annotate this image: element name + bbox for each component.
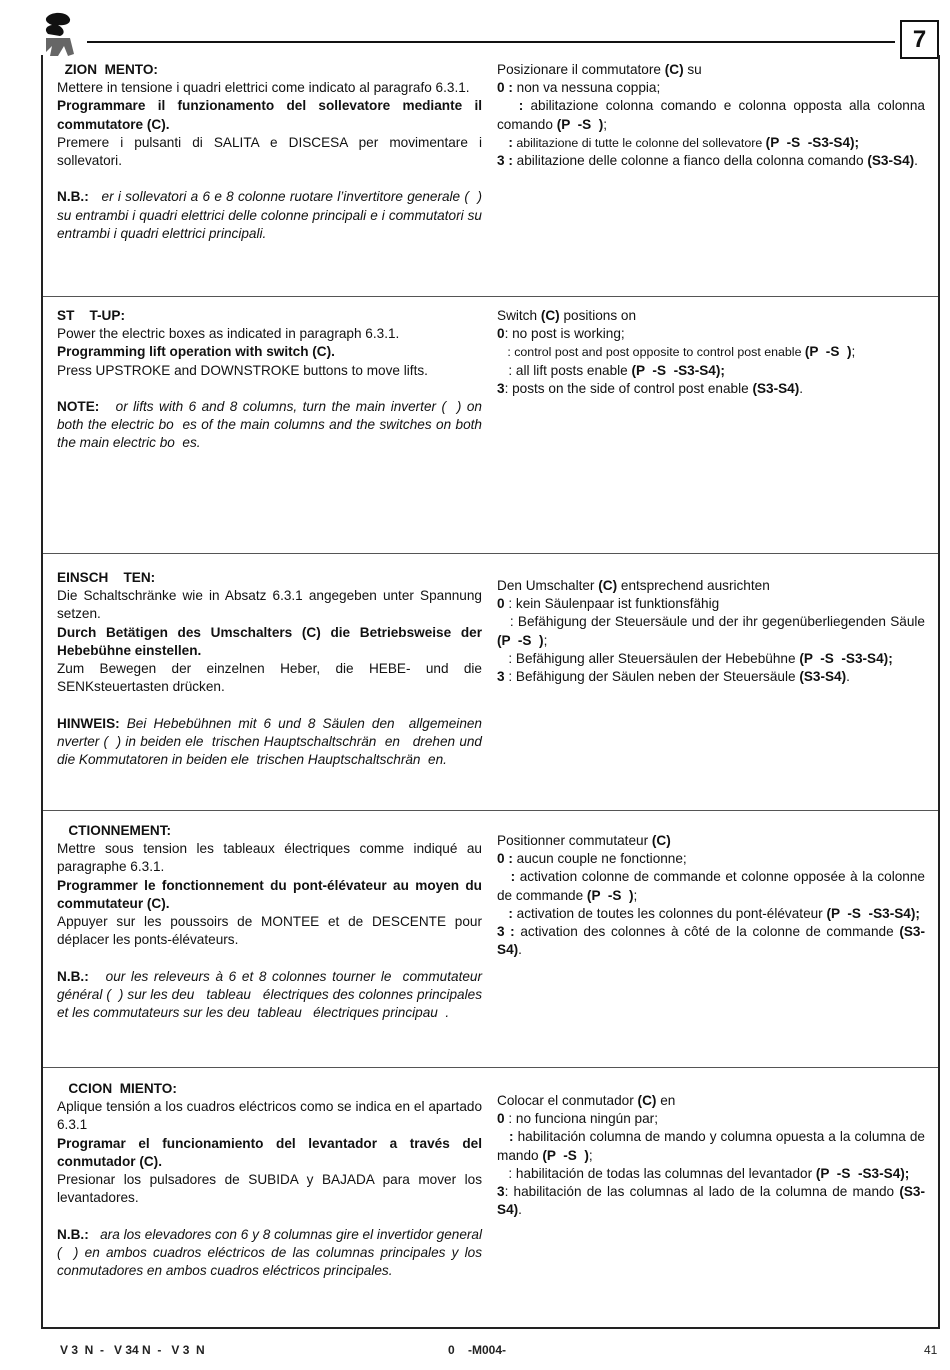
paragraph — [57, 624, 486, 660]
bold-text: (C) — [540, 308, 560, 323]
bold-text: (P -S -S3-S4); — [765, 134, 860, 150]
paragraph — [57, 715, 490, 770]
text: : no post is working; — [504, 326, 625, 342]
bold-text: (P -S ) — [586, 887, 634, 903]
text: : posts on the side of control post enable — [504, 380, 753, 396]
paragraph — [497, 868, 929, 904]
text: . — [914, 153, 918, 169]
bold-text: (S3-S4) — [799, 669, 847, 685]
bold-text: 0 : — [497, 80, 513, 96]
bold-text: ST T-UP: — [57, 308, 125, 323]
text: : Befähigung aller Steuersäulen der Hebebühne — [497, 650, 800, 666]
paragraph — [57, 1171, 486, 1207]
text: . — [518, 942, 522, 958]
bold-text: (P -S -S3-S4); — [815, 1165, 910, 1181]
text: Zum Bewegen der einzelnen Heber, die HEBE- und die SENKsteuertasten drücken. — [57, 661, 486, 695]
paragraph — [57, 97, 486, 133]
paragraph — [57, 840, 486, 876]
bold-text: 3 : — [497, 153, 513, 169]
bold-text: (P -S ) — [804, 344, 852, 360]
section-left-column — [57, 822, 486, 1022]
bold-text: (S3-S4) — [867, 153, 915, 169]
bold-text: N.B.: — [57, 968, 89, 984]
bold-text: (P -S ) — [497, 632, 544, 648]
paragraph — [497, 79, 925, 97]
text: aucun couple ne fonctionne; — [512, 851, 687, 867]
text: ; — [588, 1147, 593, 1163]
bold-text: (C) — [637, 1093, 657, 1108]
text: Press UPSTROKE and DOWNSTROKE buttons to move lifts. — [57, 362, 428, 378]
text: activation colonne de commande et colonne opposée à la colonne de commande — [497, 869, 929, 903]
bold-text: (S3-S4) — [752, 380, 800, 396]
paragraph — [497, 668, 925, 686]
chapter-number: 7 — [900, 20, 939, 59]
paragraph — [57, 696, 482, 714]
text: positions on — [559, 308, 637, 323]
paragraph — [57, 569, 482, 587]
bold-text: EINSCH TEN: — [57, 570, 156, 585]
paragraph — [57, 307, 482, 325]
bold-text: CTIONNEMENT: — [57, 823, 172, 838]
bold-text: Programmare il funzionamento del sollevatore mediante il commutatore (C). — [57, 98, 486, 132]
section-right-column — [497, 61, 929, 170]
paragraph — [57, 877, 486, 913]
bold-text: (S3-S4) — [497, 924, 925, 958]
paragraph — [57, 822, 482, 840]
text: activation des colonnes à côté de la colonne de commande — [514, 924, 900, 940]
text: abilitazione colonna comando e colonna opposta alla colonna comando — [497, 98, 929, 132]
section-english — [43, 296, 938, 554]
section-right-column — [497, 307, 925, 398]
paragraph — [497, 1110, 925, 1128]
text: Mettere in tensione i quadri elettrici come indicato al paragrafo 6.3.1. — [57, 80, 470, 96]
text: Posizionare il commutatore — [497, 62, 665, 77]
text: ; — [603, 116, 608, 132]
paragraph — [497, 577, 925, 595]
paragraph — [57, 343, 482, 361]
paragraph — [57, 1135, 486, 1171]
bold-text: 0 — [497, 326, 505, 342]
text: abilitazione di tutte le colonne del sollevatore — [512, 135, 766, 150]
section-left-column — [57, 569, 490, 769]
text: ; — [543, 632, 548, 648]
bold-text: Durch Betätigen des Umschalters (C) die Betriebsweise der Hebebühne einstellen. — [57, 624, 486, 658]
paragraph — [57, 968, 486, 1023]
paragraph — [57, 587, 486, 623]
text: Aplique tensión a los cuadros eléctricos como se indica en el apartado 6.3.1 — [57, 1099, 486, 1133]
paragraph — [57, 1226, 486, 1281]
text: abilitazione delle colonne a fianco della colonna comando — [512, 153, 868, 169]
italic-text: or lifts with 6 and 8 columns, turn the main inverter ( ) on both the electric bo es of the main columns and the switches on both the main electric bo es. — [57, 399, 486, 451]
text: : all lift posts enable — [497, 362, 632, 378]
paragraph — [57, 188, 486, 243]
bold-text: (C) — [651, 833, 671, 848]
text: Den Umschalter — [497, 578, 599, 593]
bold-text: : — [497, 134, 513, 150]
bold-text: ZION MENTO: — [57, 62, 158, 77]
text: : kein Säulenpaar ist funktionsfähig — [504, 596, 720, 612]
paragraph — [57, 362, 482, 380]
text: . — [799, 380, 804, 396]
bold-text: : — [497, 905, 513, 921]
paragraph — [497, 1183, 925, 1219]
bold-text: 3 — [497, 1184, 505, 1200]
paragraph — [497, 905, 925, 923]
bold-text: (P -S ) — [556, 116, 604, 132]
bold-text: HINWEIS: — [57, 715, 120, 731]
page-number: 41 — [924, 1343, 938, 1357]
paragraph — [497, 380, 925, 398]
paragraph — [497, 61, 925, 79]
brand-logo — [40, 12, 80, 58]
paragraph — [57, 325, 482, 343]
bold-text: (P -S -S3-S4); — [826, 905, 920, 921]
paragraph — [497, 362, 925, 380]
text: Die Schaltschränke wie in Absatz 6.3.1 angegeben unter Spannung setzen. — [57, 588, 486, 622]
bold-text: 0 : — [497, 851, 513, 867]
text: . — [846, 669, 850, 685]
paragraph — [57, 1207, 482, 1225]
text: activation de toutes les colonnes du pont-élévateur — [512, 905, 827, 921]
paragraph — [497, 923, 925, 959]
section-french — [43, 811, 938, 1068]
bold-text: N.B.: — [57, 189, 89, 205]
section-spanish — [43, 1068, 938, 1327]
section-right-column — [497, 577, 929, 686]
bold-text: N.B.: — [57, 1226, 89, 1242]
paragraph — [57, 913, 486, 949]
paragraph — [497, 1128, 929, 1164]
text: Positionner commutateur — [497, 833, 652, 848]
paragraph — [57, 660, 486, 696]
bold-text: (P -S -S3-S4); — [631, 362, 725, 378]
paragraph — [57, 1098, 486, 1134]
bold-text: 3 — [497, 380, 505, 396]
header-rule — [87, 41, 895, 43]
text: Colocar el conmutador — [497, 1093, 638, 1108]
bold-text: (S3-S4) — [497, 1184, 925, 1218]
text: entsprechend ausrichten — [617, 578, 770, 593]
bold-text: Programar el funcionamiento del levantador a través del conmutador (C). — [57, 1135, 486, 1169]
paragraph — [497, 1092, 925, 1110]
section-right-column — [497, 1092, 929, 1219]
bold-text: 3 — [497, 669, 505, 685]
paragraph — [57, 949, 482, 967]
bold-text: : — [497, 1129, 514, 1145]
paragraph — [497, 1165, 925, 1183]
bold-text: Programmer le fonctionnement du pont-élévateur au moyen du commutateur (C). — [57, 877, 486, 911]
bold-text: (C) — [664, 62, 684, 77]
bold-text: 3 : — [497, 924, 515, 940]
text: : habilitación de las columnas al lado de la columna de mando — [504, 1184, 900, 1200]
text: Presionar los pulsadores de SUBIDA y BAJADA para mover los levantadores. — [57, 1172, 486, 1206]
footer-code: 0 -M004- — [448, 1343, 507, 1357]
text: . — [518, 1202, 522, 1218]
text: : habilitación de todas las columnas del levantador — [497, 1165, 816, 1181]
text: Premere i pulsanti di SALITA e DISCESA per movimentare i sollevatori. — [57, 134, 486, 169]
bold-text: : — [497, 869, 516, 885]
bold-text: 0 — [497, 1111, 505, 1127]
text: Appuyer sur les poussoirs de MONTEE et de DESCENTE pour déplacer les ponts-élévateurs. — [57, 914, 486, 948]
paragraph — [497, 325, 925, 343]
paragraph — [497, 97, 929, 133]
text: ; — [633, 887, 638, 903]
text: Switch — [497, 308, 541, 323]
bold-text: CCION MIENTO: — [57, 1081, 177, 1096]
section-right-column — [497, 832, 929, 959]
paragraph — [497, 850, 925, 868]
footer-models: V 3 N - V 34 N - V 3 N — [60, 1343, 205, 1357]
text: en — [656, 1093, 676, 1108]
paragraph — [497, 595, 925, 613]
text: : Befähigung der Säulen neben der Steuersäule — [504, 669, 800, 685]
text: non va nessuna coppia; — [512, 80, 661, 96]
paragraph — [57, 380, 482, 398]
paragraph — [497, 832, 925, 850]
section-left-column — [57, 307, 486, 453]
text: Mettre sous tension les tableaux électriques comme indiqué au paragraphe 6.3.1. — [57, 841, 486, 875]
text: su — [683, 62, 702, 77]
bold-text: NOTE: — [57, 399, 100, 414]
paragraph — [57, 79, 482, 97]
paragraph — [497, 134, 925, 152]
text: : no funciona ningún par; — [504, 1111, 658, 1127]
paragraph — [57, 61, 482, 79]
bold-text: (C) — [598, 578, 618, 593]
bold-text: (P -S ) — [542, 1147, 589, 1163]
italic-text: ara los elevadores con 6 y 8 columnas gire el invertidor general ( ) en ambos cuadros eléctricos de las columnas principales y los conmutadores en ambos cuadros eléctricos principales. — [57, 1226, 486, 1279]
paragraph — [497, 343, 925, 361]
content-frame — [41, 55, 940, 1329]
bold-text: : — [497, 98, 524, 114]
paragraph — [57, 134, 486, 170]
paragraph — [57, 170, 482, 188]
bold-text: (P -S -S3-S4); — [799, 650, 893, 666]
paragraph — [497, 613, 929, 649]
bold-text: Programming lift operation with switch (C). — [57, 344, 335, 360]
italic-text: our les releveurs à 6 et 8 colonnes tourner le commutateur général ( ) sur les deu tableau électriques des colonnes principales et les commutateurs sur les deu tableau électriques principau . — [57, 968, 486, 1021]
text: habilitación columna de mando y columna opuesta a la columna de mando — [497, 1129, 929, 1163]
italic-text: er i sollevatori a 6 e 8 colonne ruotare l’invertitore generale ( ) su entrambi i quadri elettrici delle colonne principali e i commutatori su entrambi i quadri elettrici principali. — [57, 189, 486, 241]
paragraph — [57, 1080, 482, 1098]
section-german — [43, 554, 938, 811]
section-italian — [43, 55, 938, 297]
section-left-column — [57, 1080, 486, 1280]
text: : Befähigung der Steuersäule und der ihr gegenüberliegenden Säule — [497, 614, 929, 630]
text: Power the electric boxes as indicated in paragraph 6.3.1. — [57, 326, 400, 342]
paragraph — [57, 398, 486, 453]
paragraph — [497, 307, 925, 325]
italic-text: Bei Hebebühnen mit 6 und 8 Säulen den allgemeinen nverter ( ) in beiden ele trischen Hauptschaltschrän en drehen und die Kommutatoren in beiden ele trischen Hauptschaltschrän en. — [57, 715, 490, 768]
paragraph — [497, 152, 925, 170]
bold-text: 0 — [497, 596, 505, 612]
text: ; — [851, 344, 856, 360]
paragraph — [497, 650, 925, 668]
section-left-column — [57, 61, 486, 243]
text: : control post and post opposite to control post enable — [497, 345, 805, 360]
